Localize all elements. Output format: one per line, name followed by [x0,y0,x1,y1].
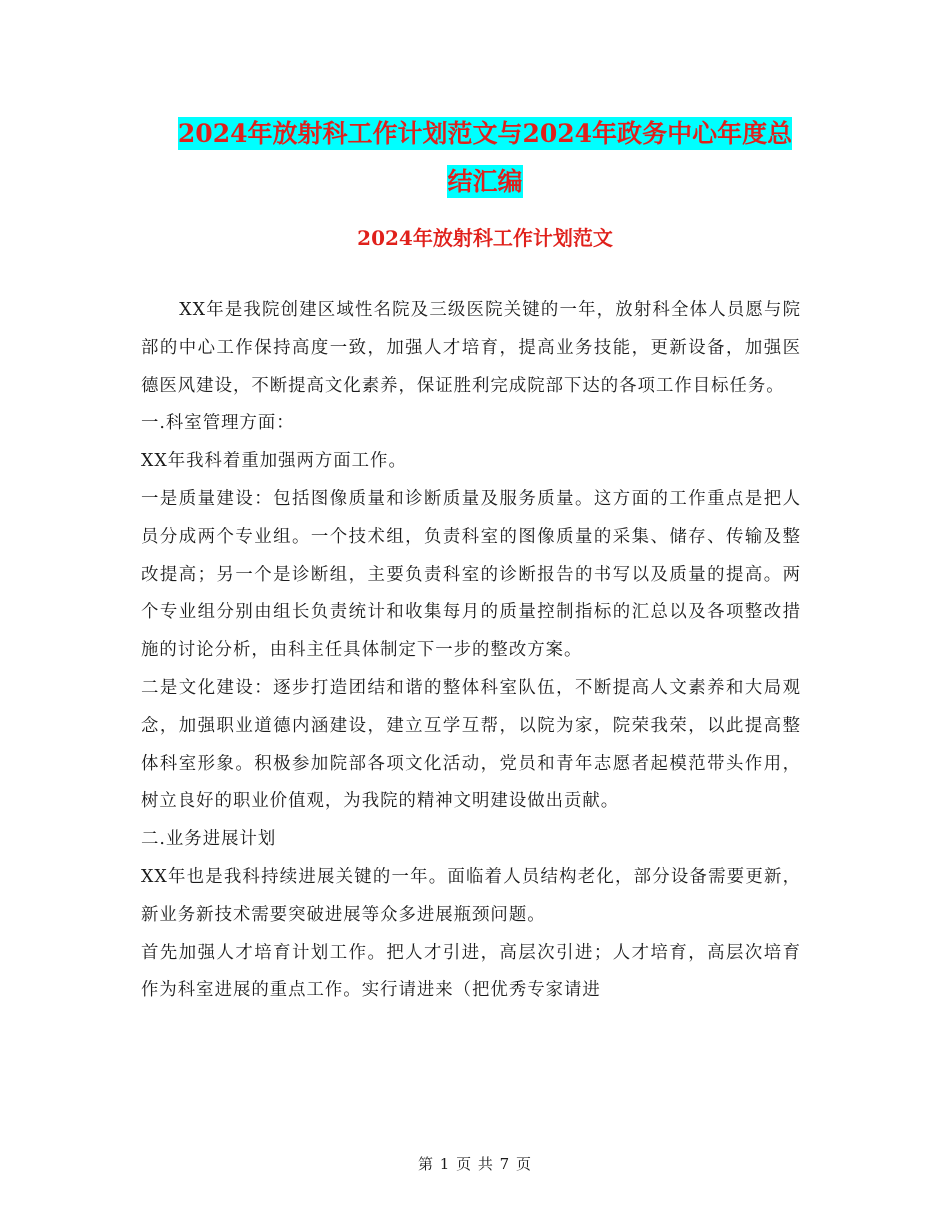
heading-management: 一.科室管理方面： [141,413,295,434]
paragraph-quality: 一是质量建设：包括图像质量和诊断质量及服务质量。这方面的工作重点是把人员分成两个专业组。一个技术组，负责科室的图像质量的采集、储存、传输及整改提高；另一个是诊断组，主要负责科室的诊断报告的书写以及质量的提高。两个专业组分别由组长负责统计和收集每月的质量控制指标的汇总以及各项整改措施的讨论分析，由科主任具体制定下一步的整改方案。 [141,488,801,661]
body-text [141,292,801,1010]
paragraph: XX年也是我科持续进展关键的一年。面临着人员结构老化，部分设备需要更新，新业务新技术需要突破进展等众多进展瓶颈问题。 [141,866,801,925]
document-title [140,110,830,206]
page-footer: 第 1 页 共 7 页 [418,1155,532,1173]
paragraph: XX年我科着重加强两方面工作。 [141,451,407,472]
paragraph-talent: 首先加强人才培育计划工作。把人才引进，高层次引进；人才培育，高层次培育作为科室进展的重点工作。实行请进来（把优秀专家请进 [141,942,801,1001]
paragraph-culture: 二是文化建设：逐步打造团结和谐的整体科室队伍，不断提高人文素养和大局观念，加强职业道德内涵建设，建立互学互帮，以院为家，院荣我荣，以此提高整体科室形象。积极参加院部各项文化活动，党员和青年志愿者起模范带头作用，树立良好的职业价值观，为我院的精神文明建设做出贡献。 [141,677,801,812]
heading-business: 二.业务进展计划 [141,829,277,850]
title-line-1: 2024年放射科工作计划范文与2024年政务中心年度总 [177,119,793,148]
section-title: 2024年放射科工作计划范文 [357,226,613,250]
paragraph-intro: XX年是我院创建区域性名院及三级医院关键的一年，放射科全体人员愿与院部的中心工作保持高度一致，加强人才培育，提高业务技能，更新设备，加强医德医风建设，不断提高文化素养，保证胜利完成院部下达的各项工作目标任务。 [141,300,801,396]
title-line-2: 结汇编 [447,167,523,196]
